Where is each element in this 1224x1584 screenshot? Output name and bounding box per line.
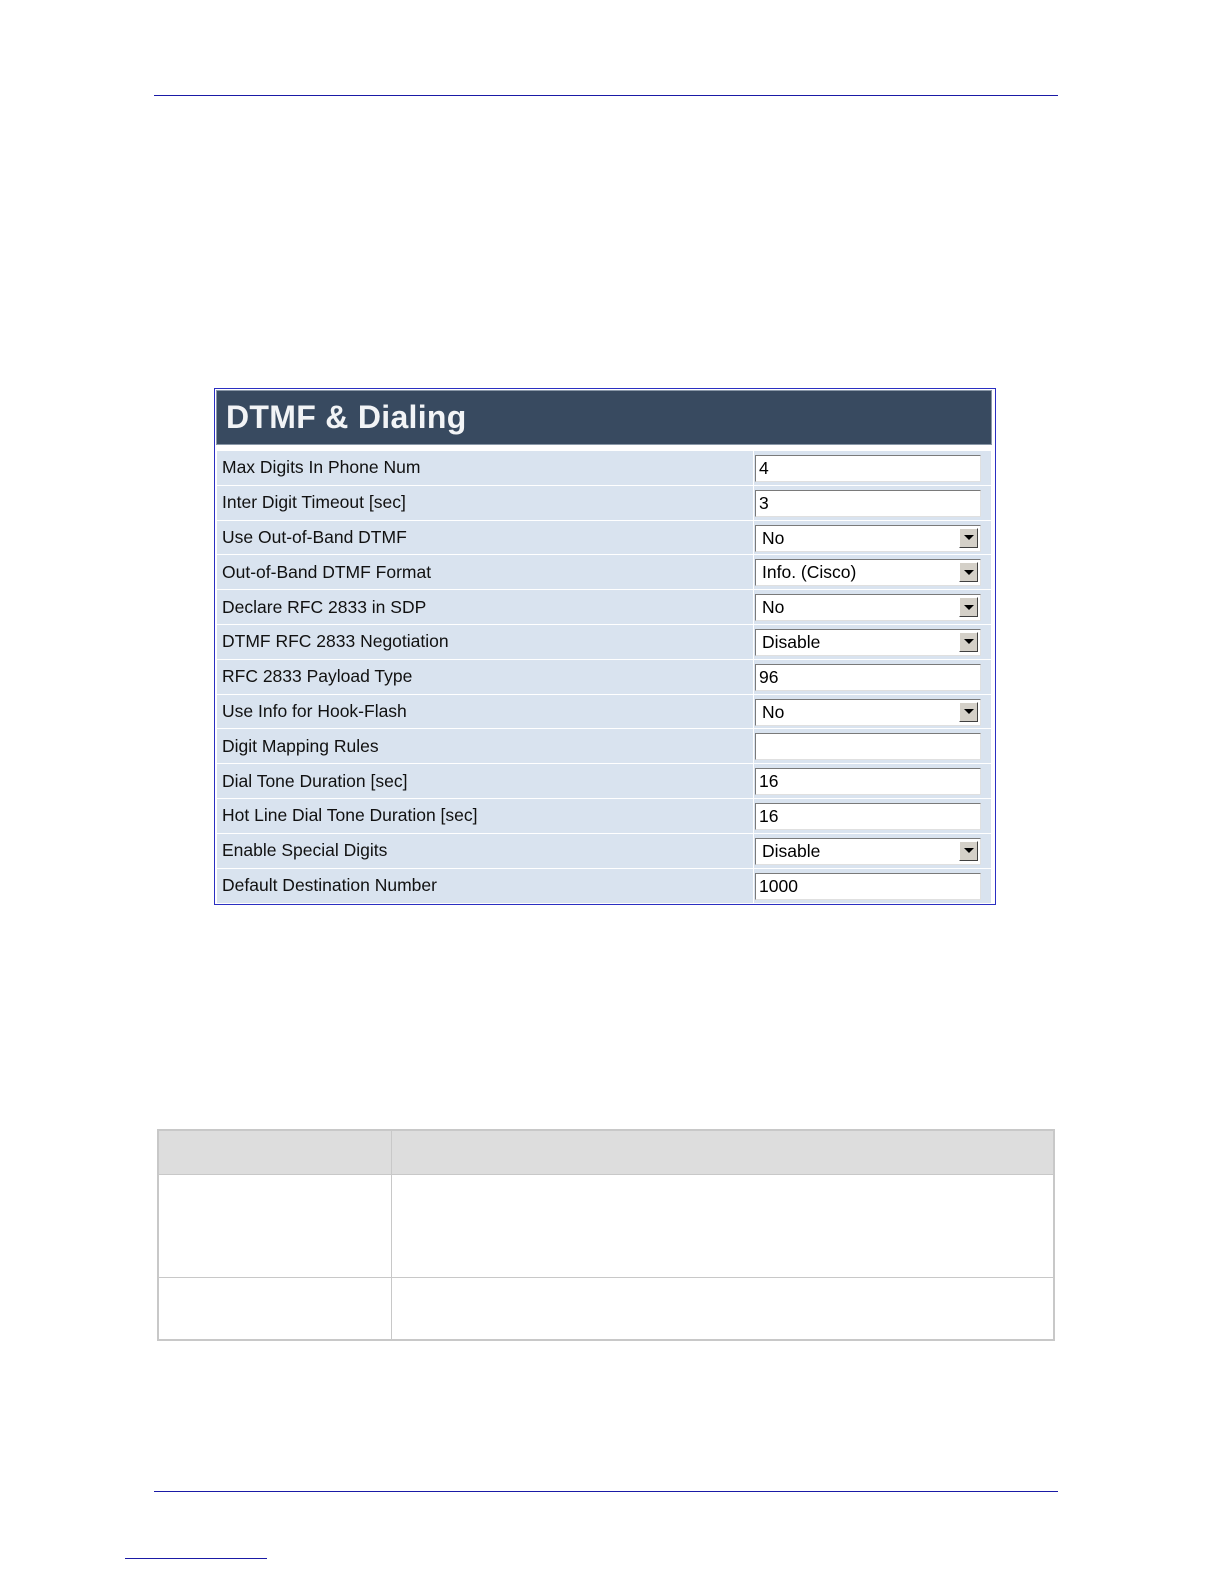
setting-row-info-hook-flash [217, 695, 991, 730]
column-divider [753, 799, 754, 833]
setting-label: Declare RFC 2833 in SDP [222, 596, 427, 617]
dropdown-button[interactable] [959, 528, 978, 548]
rfc2833-payload-type-input[interactable]: 96 [755, 664, 981, 691]
page-header-rule [154, 95, 1058, 96]
setting-label: Max Digits In Phone Num [222, 457, 421, 478]
column-divider [753, 555, 754, 589]
panel-header [216, 390, 992, 445]
select-value: Disable [762, 631, 821, 652]
setting-label: Use Info for Hook-Flash [222, 700, 407, 721]
settings-list [217, 451, 991, 903]
dial-tone-duration-input[interactable]: 16 [755, 768, 981, 795]
setting-row-rfc2833-negotiation [217, 625, 991, 660]
setting-label: Enable Special Digits [222, 840, 388, 861]
table-header [159, 1131, 1053, 1175]
setting-label: Dial Tone Duration [sec] [222, 770, 408, 791]
setting-row-max-digits [217, 451, 991, 486]
setting-row-rfc2833-payload-type [217, 660, 991, 695]
digit-mapping-rules-input[interactable] [755, 733, 981, 760]
enable-special-digits-select[interactable] [755, 838, 981, 865]
column-divider [753, 834, 754, 868]
dropdown-button[interactable] [959, 597, 978, 617]
inter-digit-timeout-input[interactable]: 3 [755, 490, 981, 517]
setting-label: Digit Mapping Rules [222, 735, 379, 756]
select-value: No [762, 701, 785, 722]
column-divider [753, 660, 754, 694]
setting-label: Hot Line Dial Tone Duration [sec] [222, 805, 478, 826]
parameter-description-table [157, 1129, 1055, 1341]
dropdown-button[interactable] [959, 562, 978, 582]
panel-title: DTMF & Dialing [226, 399, 467, 435]
select-value: Info. (Cisco) [762, 562, 857, 583]
column-divider [753, 695, 754, 729]
column-divider [753, 590, 754, 624]
max-digits-input[interactable]: 4 [755, 455, 981, 482]
chevron-down-icon [964, 848, 974, 853]
chevron-down-icon [964, 639, 974, 644]
setting-label: Default Destination Number [222, 875, 437, 896]
column-divider [753, 451, 754, 485]
column-divider [391, 1131, 392, 1174]
table-row [159, 1278, 1053, 1341]
out-of-band-dtmf-format-select[interactable] [755, 559, 981, 586]
rfc2833-negotiation-select[interactable] [755, 629, 981, 656]
chevron-down-icon [964, 535, 974, 540]
chevron-down-icon [964, 605, 974, 610]
setting-label: Inter Digit Timeout [sec] [222, 492, 406, 513]
column-divider [753, 764, 754, 798]
setting-label: Out-of-Band DTMF Format [222, 561, 432, 582]
setting-row-use-out-of-band-dtmf [217, 521, 991, 556]
footer-underline [125, 1558, 267, 1559]
select-value: Disable [762, 840, 821, 861]
select-value: No [762, 527, 785, 548]
table-row [159, 1175, 1053, 1278]
dropdown-button[interactable] [959, 841, 978, 861]
column-divider [753, 486, 754, 520]
setting-label: Use Out-of-Band DTMF [222, 526, 407, 547]
chevron-down-icon [964, 709, 974, 714]
setting-row-digit-mapping-rules [217, 729, 991, 764]
hot-line-dial-tone-duration-input[interactable]: 16 [755, 803, 981, 830]
setting-row-dial-tone-duration [217, 764, 991, 799]
use-out-of-band-dtmf-select[interactable] [755, 525, 981, 552]
select-value: No [762, 597, 785, 618]
declare-rfc2833-select[interactable] [755, 594, 981, 621]
info-hook-flash-select[interactable] [755, 699, 981, 726]
setting-row-out-of-band-dtmf-format [217, 555, 991, 590]
default-destination-number-input[interactable]: 1000 [755, 873, 981, 900]
chevron-down-icon [964, 570, 974, 575]
column-divider [753, 729, 754, 763]
setting-row-default-destination-number [217, 869, 991, 904]
setting-label: DTMF RFC 2833 Negotiation [222, 631, 449, 652]
column-divider [753, 521, 754, 555]
setting-label: RFC 2833 Payload Type [222, 666, 413, 687]
dtmf-dialing-panel [214, 388, 996, 905]
column-divider [753, 625, 754, 659]
dropdown-button[interactable] [959, 632, 978, 652]
dropdown-button[interactable] [959, 702, 978, 722]
setting-row-declare-rfc2833 [217, 590, 991, 625]
setting-row-enable-special-digits [217, 834, 991, 869]
column-divider [391, 1175, 392, 1277]
page-footer-rule [154, 1491, 1058, 1492]
column-divider [753, 869, 754, 904]
column-divider [391, 1278, 392, 1341]
setting-row-hot-line-dial-tone-duration [217, 799, 991, 834]
setting-row-inter-digit-timeout [217, 486, 991, 521]
